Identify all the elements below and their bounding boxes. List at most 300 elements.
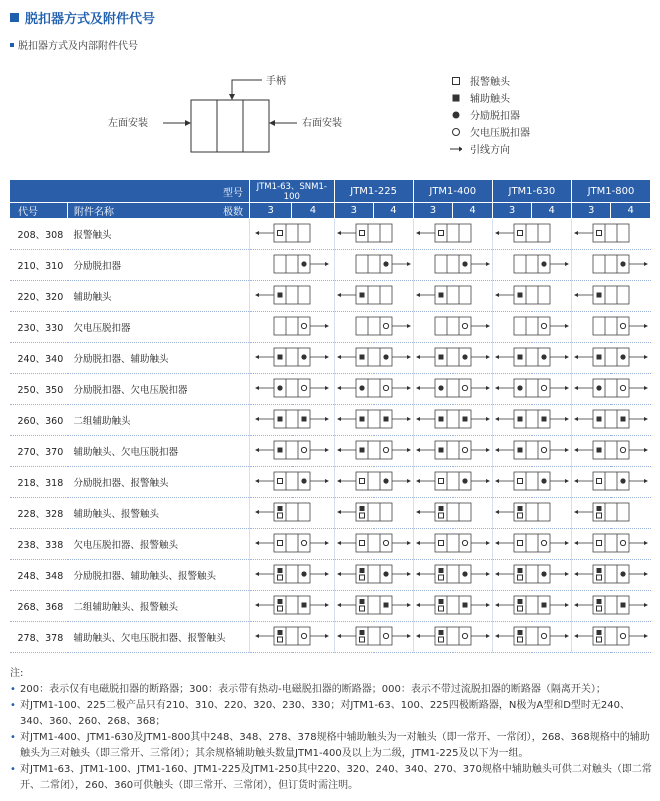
accessory-diagram — [336, 500, 412, 524]
model-diagram-cell — [492, 436, 571, 467]
accessory-diagram — [336, 624, 412, 648]
auxiliary-contact-icon — [277, 447, 282, 452]
alarm-contact-icon — [359, 230, 364, 235]
alarm-contact-icon — [517, 478, 522, 483]
accessory-diagram — [336, 469, 412, 493]
accessory-diagram — [415, 314, 491, 338]
lead-direction-icon — [486, 603, 490, 607]
undervoltage-release-icon — [301, 633, 306, 638]
lead-direction-icon — [486, 634, 490, 638]
accessory-code: 238、338 — [10, 529, 68, 560]
model-diagram-cell — [413, 560, 492, 591]
shunt-release-icon — [621, 571, 626, 576]
model-diagram-cell — [250, 374, 335, 405]
shunt-release-icon — [462, 261, 467, 266]
auxiliary-contact-icon — [462, 602, 467, 607]
undervoltage-release-icon — [451, 127, 461, 137]
shunt-release-icon — [621, 354, 626, 359]
accessory-diagram — [336, 438, 412, 462]
shunt-release-icon — [621, 478, 626, 483]
alarm-contact-icon — [277, 637, 282, 642]
lead-direction-icon — [325, 479, 329, 483]
auxiliary-contact-icon — [359, 416, 364, 421]
legend-label: 报警触头 — [470, 77, 510, 88]
lead-direction-icon — [325, 417, 329, 421]
model-diagram-cell — [571, 219, 650, 250]
lead-direction-icon — [565, 541, 569, 545]
table-row — [10, 436, 651, 467]
lead-direction-icon — [574, 634, 578, 638]
lead-direction-icon — [495, 572, 499, 576]
lead-direction-icon — [255, 293, 259, 297]
accessory-diagram — [336, 283, 412, 307]
undervoltage-release-icon — [541, 323, 546, 328]
table-row — [10, 560, 651, 591]
lead-direction-icon — [416, 479, 420, 483]
accessory-diagram — [336, 531, 412, 555]
lead-direction-icon — [574, 355, 578, 359]
undervoltage-release-icon — [383, 385, 388, 390]
accessory-diagram — [254, 345, 330, 369]
shunt-release-icon — [383, 354, 388, 359]
model-diagram-cell — [334, 622, 413, 653]
model-diagram-cell — [334, 281, 413, 312]
accessory-diagram — [254, 407, 330, 431]
accessory-name: 分励脱扣器、欠电压脱扣器 — [68, 374, 250, 405]
legend-item — [450, 106, 530, 123]
alarm-contact-icon — [277, 230, 282, 235]
handle-arrow-icon — [229, 94, 235, 100]
model-diagram-cell — [492, 560, 571, 591]
handle-pointer — [232, 80, 262, 98]
auxiliary-contact-icon — [462, 416, 467, 421]
accessory-diagram — [573, 376, 649, 400]
undervoltage-release-icon — [541, 633, 546, 638]
table-row — [10, 498, 651, 529]
lead-direction-icon — [407, 355, 411, 359]
model-diagram-cell — [250, 343, 335, 374]
note-item — [10, 682, 652, 698]
lead-direction-icon — [337, 293, 341, 297]
undervoltage-release-icon — [301, 540, 306, 545]
undervoltage-release-icon — [383, 633, 388, 638]
pole-4-header: 4 — [292, 203, 334, 219]
lead-direction-icon — [495, 231, 499, 235]
accessory-diagram — [415, 283, 491, 307]
lead-direction-icon — [574, 479, 578, 483]
lead-direction-icon — [495, 541, 499, 545]
model-diagram-cell — [571, 250, 650, 281]
accessory-code: 240、340 — [10, 343, 68, 374]
lead-direction-icon — [255, 603, 259, 607]
accessory-diagram — [494, 593, 570, 617]
alarm-contact-icon — [517, 230, 522, 235]
alarm-contact-icon — [517, 575, 522, 580]
auxiliary-contact-icon — [438, 630, 443, 635]
auxiliary-contact-icon — [359, 292, 364, 297]
alarm-contact-icon — [597, 637, 602, 642]
lead-direction-icon — [416, 541, 420, 545]
lead-direction-icon — [486, 355, 490, 359]
lead-direction-icon — [325, 324, 329, 328]
accessory-name: 辅助触头 — [68, 281, 250, 312]
model-diagram-cell — [571, 467, 650, 498]
undervoltage-release-icon — [301, 385, 306, 390]
accessory-diagram — [336, 376, 412, 400]
accessory-name: 辅助触头、欠电压脱扣器、报警触头 — [68, 622, 250, 653]
legend-item — [450, 140, 530, 157]
alarm-contact-icon — [359, 575, 364, 580]
name-column-label: 附件名称 — [74, 207, 114, 218]
auxiliary-contact-icon — [621, 416, 626, 421]
accessory-diagram — [573, 221, 649, 245]
table-row — [10, 343, 651, 374]
lead-direction-icon — [565, 324, 569, 328]
table-row — [10, 250, 651, 281]
accessory-name: 辅助触头、欠电压脱扣器 — [68, 436, 250, 467]
accessory-diagram — [494, 562, 570, 586]
lead-direction-icon — [495, 510, 499, 514]
alarm-contact-icon — [451, 76, 461, 86]
table-row — [10, 467, 651, 498]
lead-direction-icon — [255, 231, 259, 235]
model-diagram-cell — [492, 467, 571, 498]
corner-model-header: 型号 — [10, 180, 250, 203]
accessory-code: 218、318 — [10, 467, 68, 498]
lead-direction-icon — [644, 448, 648, 452]
accessory-name: 分励脱扣器、辅助触头 — [68, 343, 250, 374]
lead-direction-icon — [644, 603, 648, 607]
accessory-diagram — [573, 252, 649, 276]
auxiliary-contact-icon — [597, 354, 602, 359]
accessory-code: 268、368 — [10, 591, 68, 622]
model-diagram-cell — [413, 529, 492, 560]
accessory-name: 分励脱扣器、辅助触头、报警触头 — [68, 560, 250, 591]
alarm-contact-icon — [359, 606, 364, 611]
alarm-contact-icon — [517, 513, 522, 518]
model-diagram-cell — [334, 467, 413, 498]
accessory-diagram — [573, 500, 649, 524]
alarm-contact-icon — [277, 513, 282, 518]
model-diagram-cell — [413, 622, 492, 653]
lead-direction-icon — [486, 386, 490, 390]
shunt-release-icon — [359, 385, 364, 390]
model-diagram-cell — [334, 498, 413, 529]
lead-direction-icon — [337, 572, 341, 576]
table-body — [10, 219, 651, 653]
lead-direction-icon — [416, 231, 420, 235]
accessory-diagram — [494, 252, 570, 276]
alarm-contact-icon — [438, 606, 443, 611]
lead-direction-icon — [325, 448, 329, 452]
alarm-contact-icon — [597, 575, 602, 580]
lead-direction-icon — [255, 510, 259, 514]
shunt-release-icon — [277, 385, 282, 390]
model-diagram-cell — [492, 374, 571, 405]
accessory-diagram — [254, 252, 330, 276]
auxiliary-contact-icon — [597, 630, 602, 635]
model-diagram-cell — [334, 219, 413, 250]
lead-direction-icon — [486, 479, 490, 483]
alarm-contact-icon — [438, 513, 443, 518]
accessory-name: 分励脱扣器、报警触头 — [68, 467, 250, 498]
lead-direction-icon — [255, 386, 259, 390]
auxiliary-contact-icon — [597, 292, 602, 297]
lead-direction-icon — [495, 479, 499, 483]
lead-direction-icon — [337, 231, 341, 235]
lead-direction-icon — [416, 355, 420, 359]
model-diagram-cell — [492, 250, 571, 281]
lead-direction-icon — [495, 448, 499, 452]
accessory-diagram — [254, 624, 330, 648]
bullet-icon: • — [10, 700, 16, 711]
model-diagram-cell — [334, 374, 413, 405]
model-diagram-cell — [492, 343, 571, 374]
model-diagram-cell — [492, 591, 571, 622]
shunt-release-icon — [462, 571, 467, 576]
accessory-code: 230、330 — [10, 312, 68, 343]
accessory-diagram — [494, 407, 570, 431]
lead-direction-icon — [255, 541, 259, 545]
lead-direction-icon — [416, 417, 420, 421]
model-diagram-cell — [413, 250, 492, 281]
pole-3-header: 3 — [413, 203, 453, 219]
right-mount-label: 右面安装 — [302, 118, 342, 129]
model-diagram-cell — [413, 467, 492, 498]
note-item — [10, 730, 652, 762]
bullet-icon: • — [10, 764, 16, 775]
auxiliary-contact-icon — [277, 630, 282, 635]
model-diagram-cell — [334, 405, 413, 436]
pole-3-header: 3 — [250, 203, 292, 219]
accessory-diagram — [254, 283, 330, 307]
lead-direction-icon — [337, 448, 341, 452]
accessory-code: 278、378 — [10, 622, 68, 653]
model-diagram-cell — [250, 560, 335, 591]
lead-direction-icon — [416, 293, 420, 297]
auxiliary-contact-icon — [277, 599, 282, 604]
lead-direction-icon — [337, 386, 341, 390]
accessory-name: 二组辅助触头 — [68, 405, 250, 436]
right-mount-arrow-icon — [269, 120, 275, 126]
table-row — [10, 374, 651, 405]
alarm-contact-icon — [517, 540, 522, 545]
lead-direction-icon — [255, 448, 259, 452]
shunt-release-icon — [301, 261, 306, 266]
lead-direction-icon — [565, 262, 569, 266]
auxiliary-contact-icon — [621, 602, 626, 607]
accessory-diagram — [573, 314, 649, 338]
alarm-contact-icon — [517, 606, 522, 611]
undervoltage-release-icon — [383, 323, 388, 328]
auxiliary-contact-icon — [517, 630, 522, 635]
section-subheading — [10, 37, 138, 52]
accessory-code: 250、350 — [10, 374, 68, 405]
lead-direction-icon — [486, 572, 490, 576]
mounting-diagram — [0, 60, 660, 180]
accessory-diagram — [336, 252, 412, 276]
alarm-contact-icon — [597, 513, 602, 518]
alarm-contact-icon — [359, 540, 364, 545]
lead-direction-icon — [574, 603, 578, 607]
legend-label: 引线方向 — [470, 145, 510, 156]
model-diagram-cell — [250, 405, 335, 436]
alarm-contact-icon — [359, 637, 364, 642]
legend-item — [450, 72, 530, 89]
lead-direction-icon — [486, 262, 490, 266]
model-diagram-cell — [492, 219, 571, 250]
shunt-release-icon — [383, 571, 388, 576]
subtitle: 脱扣器方式及内部附件代号 — [18, 41, 138, 52]
lead-direction-icon — [565, 479, 569, 483]
note-text: 对JTM1-63、JTM1-100、JTM1-160、JTM1-225及JTM1-250其中220、320、240、340、270、370规格中辅助触头可供二对触头（即二常开、二常闭），260、360可供触头（即三常开、三常闭），但订货时需注明。 — [20, 764, 652, 791]
accessory-diagram — [494, 376, 570, 400]
shunt-release-icon — [541, 478, 546, 483]
undervoltage-release-icon — [301, 323, 306, 328]
lead-direction-icon — [407, 262, 411, 266]
lead-direction-icon — [325, 634, 329, 638]
note-item — [10, 762, 652, 794]
lead-direction-icon — [325, 572, 329, 576]
lead-direction-icon — [644, 541, 648, 545]
pole-4-header: 4 — [532, 203, 572, 219]
model-diagram-cell — [250, 436, 335, 467]
lead-direction-icon — [255, 417, 259, 421]
accessory-diagram — [573, 283, 649, 307]
lead-direction-icon — [337, 510, 341, 514]
alarm-contact-icon — [438, 637, 443, 642]
accessory-diagram — [494, 500, 570, 524]
accessory-diagram — [573, 531, 649, 555]
lead-direction-icon — [325, 541, 329, 545]
undervoltage-release-icon — [462, 633, 467, 638]
lead-direction-icon — [407, 634, 411, 638]
note-text: 对JTM1-100、225二极产品只有210、310、220、320、230、330；对JTM1-63、100、225四极断路器，N极为A型和D型时无240、340、360、260、268、368； — [20, 700, 631, 727]
lead-direction-icon — [574, 417, 578, 421]
name-column-header — [68, 203, 250, 219]
pole-4-header: 4 — [611, 203, 651, 219]
lead-direction-icon — [644, 417, 648, 421]
accessory-diagram — [336, 314, 412, 338]
lead-direction-icon — [495, 603, 499, 607]
model-diagram-cell — [334, 343, 413, 374]
accessory-diagram — [494, 314, 570, 338]
lead-direction-icon — [644, 386, 648, 390]
model-diagram-cell — [250, 219, 335, 250]
shunt-release-icon — [517, 385, 522, 390]
shunt-release-icon — [451, 110, 461, 120]
accessory-code: 260、360 — [10, 405, 68, 436]
accessory-code: 210、310 — [10, 250, 68, 281]
model-diagram-cell — [492, 529, 571, 560]
pole-3-header: 3 — [492, 203, 532, 219]
lead-direction-icon — [325, 386, 329, 390]
lead-direction-icon — [416, 572, 420, 576]
lead-direction-icon — [495, 417, 499, 421]
accessory-diagram — [254, 531, 330, 555]
model-diagram-cell — [571, 281, 650, 312]
auxiliary-contact-icon — [597, 416, 602, 421]
auxiliary-contact-icon — [383, 602, 388, 607]
lead-direction-icon — [486, 541, 490, 545]
model-diagram-cell — [413, 498, 492, 529]
shunt-release-icon — [438, 385, 443, 390]
model-diagram-cell — [492, 622, 571, 653]
lead-direction-icon — [574, 448, 578, 452]
lead-direction-icon — [495, 386, 499, 390]
table-row — [10, 591, 651, 622]
alarm-contact-icon — [597, 540, 602, 545]
accessory-diagram — [415, 624, 491, 648]
lead-direction-icon — [325, 262, 329, 266]
alarm-contact-icon — [277, 540, 282, 545]
accessory-diagram — [415, 438, 491, 462]
model-header: JTM1-400 — [413, 180, 492, 203]
auxiliary-contact-icon — [277, 292, 282, 297]
lead-direction-icon — [325, 603, 329, 607]
table-row — [10, 312, 651, 343]
model-diagram-cell — [334, 436, 413, 467]
model-diagram-cell — [571, 591, 650, 622]
accessory-diagram — [494, 345, 570, 369]
auxiliary-contact-icon — [359, 568, 364, 573]
accessory-diagram — [254, 593, 330, 617]
undervoltage-release-icon — [383, 540, 388, 545]
auxiliary-contact-icon — [359, 630, 364, 635]
accessory-diagram — [415, 376, 491, 400]
accessory-code: 248、348 — [10, 560, 68, 591]
accessory-code: 270、370 — [10, 436, 68, 467]
model-diagram-cell — [413, 281, 492, 312]
accessory-name: 二组辅助触头、报警触头 — [68, 591, 250, 622]
accessory-name: 辅助触头、报警触头 — [68, 498, 250, 529]
model-diagram-cell — [413, 312, 492, 343]
auxiliary-contact-icon — [277, 354, 282, 359]
shunt-release-icon — [301, 478, 306, 483]
lead-direction-icon — [407, 572, 411, 576]
lead-direction-icon — [644, 355, 648, 359]
lead-direction-icon — [407, 603, 411, 607]
lead-direction-icon — [325, 355, 329, 359]
lead-direction-icon — [337, 603, 341, 607]
accessory-diagram — [415, 252, 491, 276]
pole-4-header: 4 — [374, 203, 414, 219]
alarm-contact-icon — [597, 606, 602, 611]
shunt-release-icon — [301, 354, 306, 359]
shunt-release-icon — [301, 571, 306, 576]
auxiliary-contact-icon — [438, 599, 443, 604]
pole-3-header: 3 — [571, 203, 610, 219]
accessory-diagram — [573, 624, 649, 648]
accessory-diagram — [254, 314, 330, 338]
model-diagram-cell — [250, 312, 335, 343]
lead-direction-icon — [407, 479, 411, 483]
legend-item — [450, 89, 530, 106]
undervoltage-release-icon — [383, 447, 388, 452]
model-diagram-cell — [413, 405, 492, 436]
lead-direction-icon — [337, 355, 341, 359]
alarm-contact-icon — [359, 513, 364, 518]
model-diagram-cell — [571, 622, 650, 653]
lead-direction-icon — [644, 324, 648, 328]
accessory-name: 欠电压脱扣器 — [68, 312, 250, 343]
lead-direction-icon — [416, 386, 420, 390]
lead-direction-icon — [255, 479, 259, 483]
page-title: 脱扣器方式及附件代号 — [25, 12, 156, 27]
lead-direction-icon — [416, 634, 420, 638]
accessory-diagram — [573, 593, 649, 617]
auxiliary-contact-icon — [359, 354, 364, 359]
